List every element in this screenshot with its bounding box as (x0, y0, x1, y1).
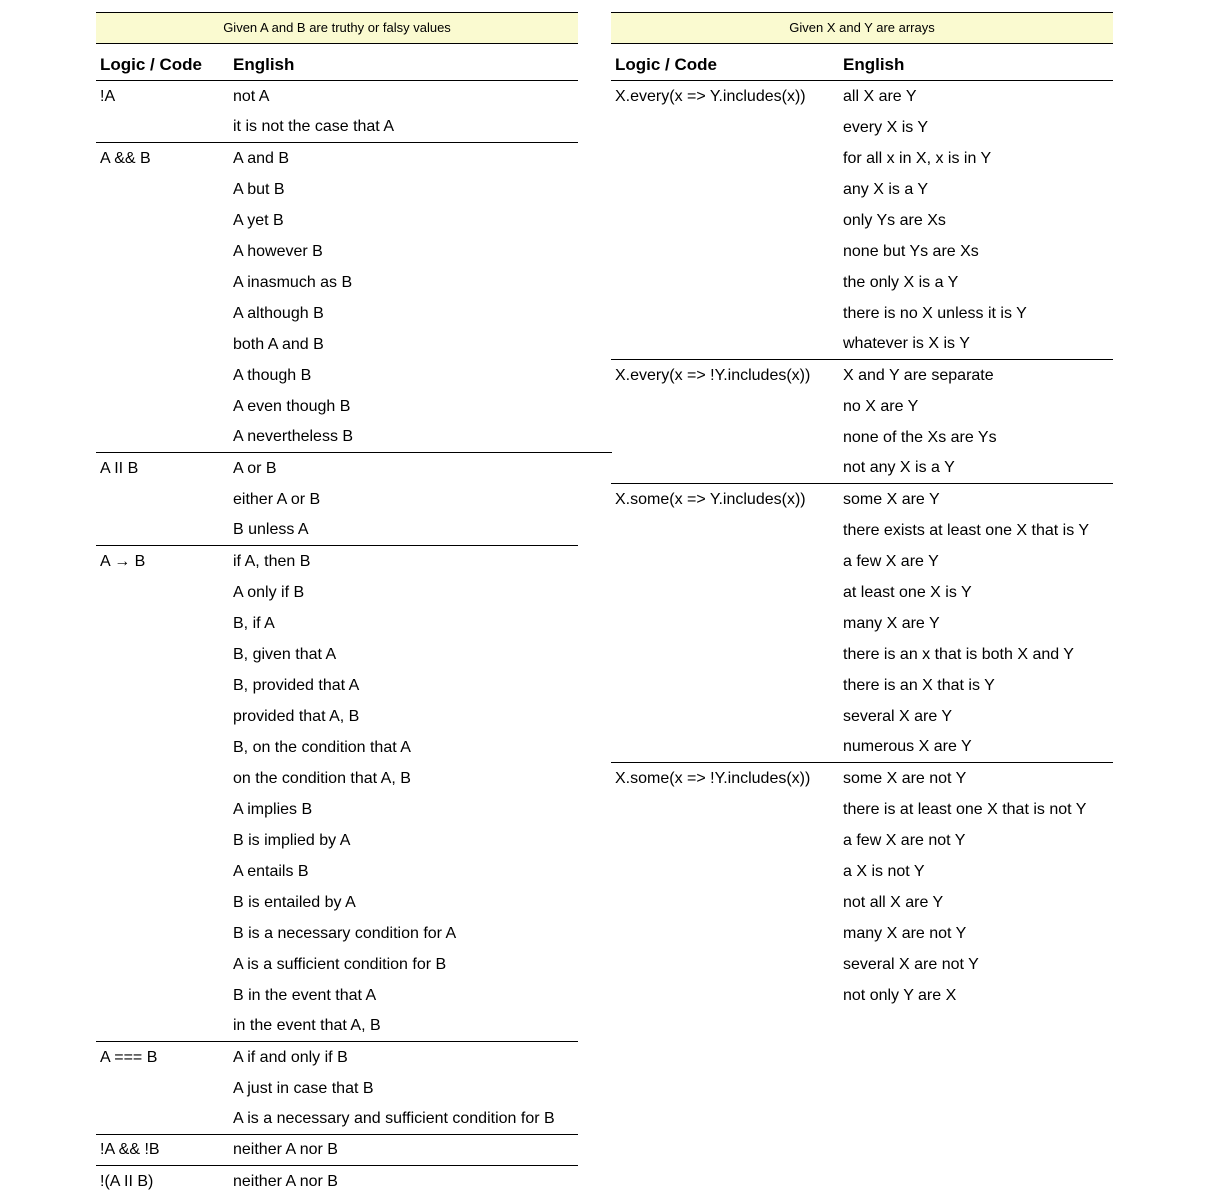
english-cell: several X are not Y (843, 955, 979, 973)
english-cell: any X is a Y (843, 180, 929, 198)
english-cell: either A or B (233, 490, 321, 508)
english-cell: there is at least one X that is not Y (843, 800, 1087, 818)
english-cell: whatever is X is Y (843, 335, 970, 352)
table-row (96, 236, 578, 267)
table-row (96, 763, 578, 794)
english-cell: A is a necessary and sufficient condition for B (233, 1110, 555, 1127)
table-row (611, 577, 1113, 608)
table-caption: Given X and Y are arrays (611, 12, 1113, 44)
code-cell: X.some(x => !Y.includes(x)) (615, 769, 811, 787)
table-row (611, 825, 1113, 856)
table-row (96, 1042, 578, 1073)
table-row (96, 1011, 578, 1042)
english-cell: A yet B (233, 211, 284, 229)
english-cell: on the condition that A, B (233, 769, 411, 787)
table-row (96, 1135, 578, 1166)
english-cell: A however B (233, 242, 323, 260)
english-cell: several X are Y (843, 707, 953, 725)
table-row (611, 329, 1113, 360)
english-cell: B is implied by A (233, 831, 351, 849)
english-cell: not A (233, 87, 270, 105)
table-row (611, 143, 1113, 174)
table-row (96, 918, 578, 949)
english-cell: at least one X is Y (843, 583, 972, 601)
table-row (96, 174, 578, 205)
english-cell: only Ys are Xs (843, 211, 946, 229)
table-row (96, 81, 578, 112)
header-english: English (233, 54, 295, 74)
english-cell: A is a sufficient condition for B (233, 955, 447, 973)
english-cell: none but Ys are Xs (843, 242, 979, 260)
code-cell: !(A II B) (100, 1172, 154, 1190)
english-cell: there exists at least one X that is Y (843, 521, 1090, 539)
table-row (96, 329, 578, 360)
english-cell: A or B (233, 459, 277, 477)
table-row (611, 422, 1113, 453)
table-row (96, 298, 578, 329)
table-row (96, 422, 578, 453)
table-row (611, 267, 1113, 298)
boolean-logic-table (96, 12, 578, 1197)
table-row (96, 205, 578, 236)
english-cell: B is a necessary condition for A (233, 924, 457, 942)
english-cell: many X are not Y (843, 924, 967, 942)
english-cell: A although B (233, 304, 324, 322)
english-cell: A and B (233, 149, 290, 167)
table-row (611, 484, 1113, 515)
english-cell: neither A nor B (233, 1172, 338, 1190)
code-cell: A → B (100, 552, 146, 570)
english-cell: none of the Xs are Ys (843, 428, 997, 446)
table-row (611, 112, 1113, 143)
table-row (96, 453, 578, 484)
table-row (611, 515, 1113, 546)
english-cell: if A, then B (233, 552, 311, 570)
english-cell: every X is Y (843, 118, 929, 136)
code-cell: A === B (100, 1048, 158, 1066)
table-row (96, 949, 578, 980)
code-cell: X.some(x => Y.includes(x)) (615, 490, 806, 508)
table-row (96, 1104, 578, 1135)
english-cell: A though B (233, 366, 312, 384)
english-cell: there is no X unless it is Y (843, 304, 1027, 322)
english-cell: neither A nor B (233, 1141, 338, 1158)
english-cell: not all X are Y (843, 893, 944, 911)
table-row (96, 608, 578, 639)
table-row (96, 577, 578, 608)
table-row (96, 267, 578, 298)
table-row (96, 794, 578, 825)
english-cell: B, given that A (233, 645, 337, 663)
code-cell: !A && !B (100, 1141, 160, 1158)
english-cell: B, if A (233, 614, 275, 632)
table-row (96, 1073, 578, 1104)
header-code: Logic / Code (615, 54, 717, 74)
english-cell: A nevertheless B (233, 428, 354, 445)
english-cell: there is an X that is Y (843, 676, 995, 694)
english-cell: a X is not Y (843, 862, 925, 880)
array-logic-table (611, 12, 1113, 1011)
english-cell: B unless A (233, 521, 309, 538)
table-row (96, 484, 578, 515)
english-cell: many X are Y (843, 614, 940, 632)
table-row (96, 360, 578, 391)
table-row (96, 701, 578, 732)
table-row (96, 546, 578, 577)
table-row (96, 515, 578, 546)
english-cell: B in the event that A (233, 986, 377, 1004)
english-cell: both A and B (233, 335, 324, 353)
table-row (611, 391, 1113, 422)
english-cell: not only Y are X (843, 986, 957, 1004)
code-cell: X.every(x => !Y.includes(x)) (615, 366, 811, 384)
table-row (611, 81, 1113, 112)
english-cell: some X are Y (843, 490, 940, 508)
table-row (611, 887, 1113, 918)
english-cell: a few X are not Y (843, 831, 966, 849)
english-cell: some X are not Y (843, 769, 967, 787)
table-row (611, 732, 1113, 763)
code-cell: A && B (100, 149, 151, 167)
header-code: Logic / Code (100, 54, 202, 74)
table-row (611, 360, 1113, 391)
english-cell: A if and only if B (233, 1048, 348, 1066)
english-cell: X and Y are separate (843, 366, 994, 384)
english-cell: A entails B (233, 862, 309, 880)
english-cell: B is entailed by A (233, 893, 356, 911)
table-row (611, 453, 1113, 484)
english-cell: A but B (233, 180, 285, 198)
table-row (96, 639, 578, 670)
english-cell: A even though B (233, 397, 351, 415)
table-row (611, 205, 1113, 236)
table-row (96, 825, 578, 856)
english-cell: A just in case that B (233, 1079, 374, 1097)
english-cell: A inasmuch as B (233, 273, 353, 291)
table-header (611, 49, 1113, 81)
table-row (96, 670, 578, 701)
table-row (96, 856, 578, 887)
table-row (611, 236, 1113, 267)
table-row (611, 763, 1113, 794)
table-header (96, 49, 578, 81)
english-cell: B, provided that A (233, 676, 360, 694)
english-cell: there is an x that is both X and Y (843, 645, 1074, 663)
english-cell: no X are Y (843, 397, 919, 415)
table-row (611, 298, 1113, 329)
english-cell: the only X is a Y (843, 273, 959, 291)
english-cell: A implies B (233, 800, 313, 818)
table-row (611, 949, 1113, 980)
header-english: English (843, 54, 905, 74)
english-cell: B, on the condition that A (233, 738, 411, 756)
table-body (96, 81, 578, 1197)
english-cell: for all x in X, x is in Y (843, 149, 992, 167)
table-row (611, 639, 1113, 670)
table-row (96, 887, 578, 918)
english-cell: provided that A, B (233, 707, 360, 725)
table-row (96, 391, 578, 422)
english-cell: numerous X are Y (843, 738, 972, 755)
english-cell: in the event that A, B (233, 1017, 381, 1034)
table-row (611, 546, 1113, 577)
code-cell: X.every(x => Y.includes(x)) (615, 87, 806, 105)
table-body (611, 81, 1113, 1011)
table-row (611, 608, 1113, 639)
table-row (96, 143, 578, 174)
code-cell: A II B (100, 459, 139, 477)
table-row (611, 794, 1113, 825)
table-row (611, 701, 1113, 732)
table-row (611, 980, 1113, 1011)
code-cell: !A (100, 87, 116, 105)
table-row (611, 670, 1113, 701)
english-cell: not any X is a Y (843, 459, 955, 476)
table-row (96, 1166, 578, 1197)
table-row (96, 980, 578, 1011)
table-caption: Given A and B are truthy or falsy values (96, 12, 578, 44)
table-row (611, 174, 1113, 205)
english-cell: all X are Y (843, 87, 917, 105)
table-row (96, 112, 578, 143)
table-row (96, 732, 578, 763)
english-cell: a few X are Y (843, 552, 939, 570)
table-row (611, 918, 1113, 949)
english-cell: it is not the case that A (233, 118, 394, 135)
english-cell: A only if B (233, 583, 305, 601)
table-row (611, 856, 1113, 887)
